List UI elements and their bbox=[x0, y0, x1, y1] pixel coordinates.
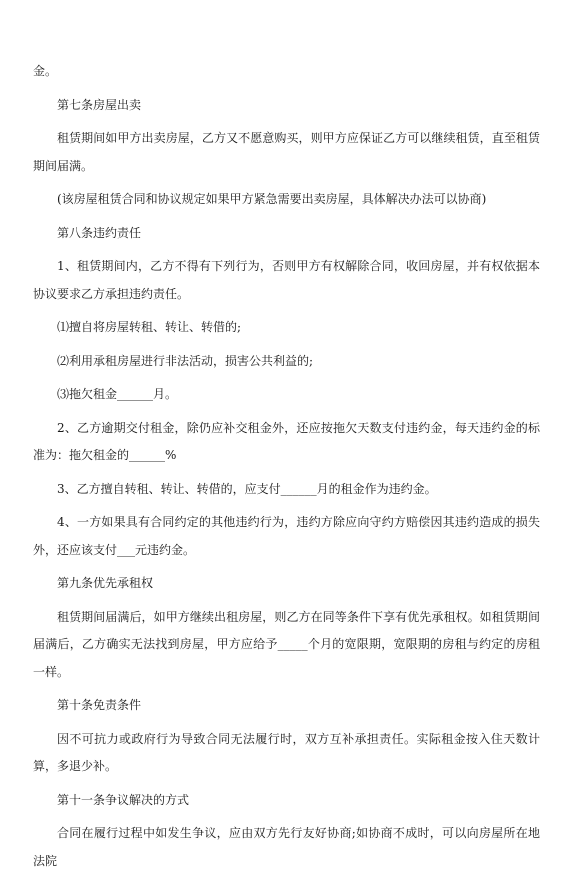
article-8-clause-3: 3、乙方擅自转租、转让、转借的，应支付______月的租金作为违约金。 bbox=[57, 481, 437, 496]
article-9-paragraph: 租赁期间届满后，如甲方继续出租房屋，则乙方在同等条件下享有优先承租权。如租赁期间届满后，乙方确实无法找到房屋，甲方应给予_____个月的宽限期，宽限期的房租与约定的房租一样。 bbox=[33, 609, 540, 679]
article-9-heading: 第九条优先承租权 bbox=[57, 576, 154, 590]
article-8-item-3: ⑶拖欠租金______月。 bbox=[57, 387, 178, 401]
article-8-heading: 第八条违约责任 bbox=[57, 225, 142, 240]
article-7-note: (该房屋租赁合同和协议规定如果甲方紧急需要出卖房屋，具体解决办法可以协商) bbox=[57, 192, 487, 206]
article-8-clause-4: 4、一方如果具有合同约定的其他违约行为，违约方除应向守约方赔偿因其违约造成的损失外，还应该支付___元违约金。 bbox=[33, 515, 540, 557]
article-7-paragraph: 租赁期间如甲方出卖房屋，乙方又不愿意购买，则甲方应保证乙方可以继续租赁，直至租赁期间届满。 bbox=[33, 131, 540, 173]
article-11-paragraph: 合同在履行过程中如发生争议，应由双方先行友好协商;如协商不成时，可以向房屋所在地法院 bbox=[33, 826, 540, 868]
article-8-clause-2: 2、乙方逾期交付租金，除仍应补交租金外，还应按拖欠天数支付违约金，每天违约金的标准为：拖欠租金的______% bbox=[33, 420, 540, 462]
article-8-item-1: ⑴擅自将房屋转租、转让、转借的; bbox=[57, 320, 242, 334]
continuation-text: 金。 bbox=[33, 64, 58, 78]
article-10-paragraph: 因不可抗力或政府行为导致合同无法履行时，双方互补承担责任。实际租金按入住天数计算，多退少补。 bbox=[33, 731, 540, 773]
article-10-heading: 第十条免责条件 bbox=[57, 698, 142, 712]
article-11-heading: 第十一条争议解决的方式 bbox=[57, 792, 190, 807]
article-8-item-2: ⑵利用承租房屋进行非法活动，损害公共利益的; bbox=[57, 353, 314, 368]
article-8-clause-1: 1、租赁期间内，乙方不得有下列行为，否则甲方有权解除合同，收回房屋，并有权依据本协议要求乙方承担违约责任。 bbox=[33, 259, 540, 301]
article-7-heading: 第七条房屋出卖 bbox=[57, 97, 142, 112]
